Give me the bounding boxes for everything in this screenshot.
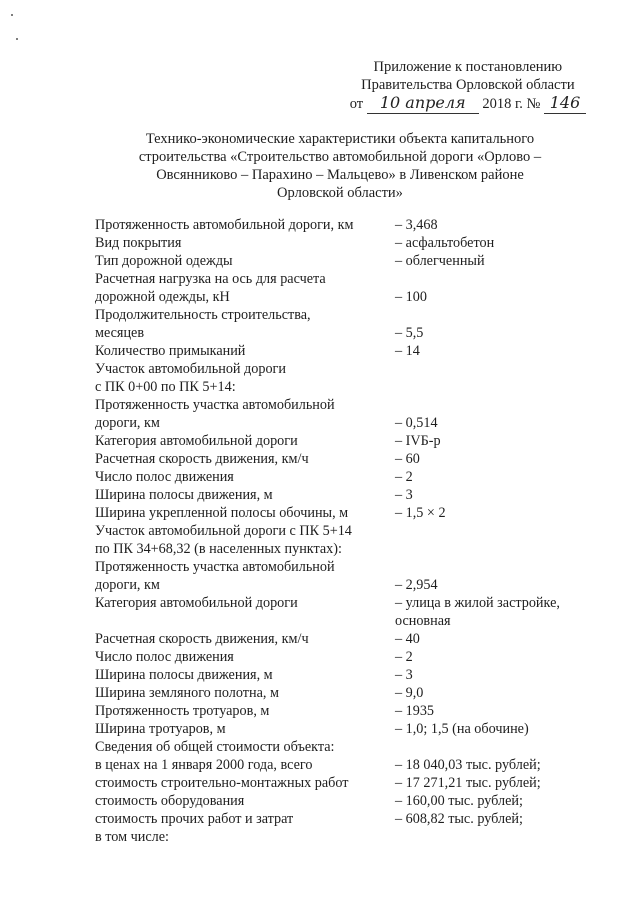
spec-value: – 2,954 [395, 577, 438, 593]
spec-label: Число полос движения [95, 469, 234, 485]
spec-row [95, 360, 605, 378]
spec-label: Ширина тротуаров, м [95, 721, 226, 737]
spec-value: – улица в жилой застройке, [395, 595, 560, 611]
date-prefix: от [349, 96, 364, 112]
spec-value: – 100 [395, 289, 427, 305]
spec-row [95, 702, 605, 720]
spec-row [95, 828, 605, 846]
spec-row [95, 288, 605, 306]
spec-row [95, 720, 605, 738]
header-line-2: Правительства Орловской области [361, 77, 575, 93]
spec-row [95, 216, 605, 234]
spec-value [395, 270, 605, 288]
handwritten-number: 146 [549, 93, 581, 112]
spec-value: – 9,0 [395, 685, 424, 701]
specification-list [95, 216, 605, 846]
spec-row [95, 648, 605, 666]
spec-label: дороги, км [95, 577, 160, 593]
spec-value: – 3 [395, 667, 413, 683]
spec-value: – 3,468 [395, 217, 438, 233]
spec-value: – 5,5 [395, 325, 424, 341]
spec-label: Расчетная скорость движения, км/ч [95, 631, 309, 647]
spec-label: Протяженность участка автомобильной [95, 397, 335, 413]
spec-label: Расчетная нагрузка на ось для расчета [95, 271, 326, 287]
spec-row [95, 468, 605, 486]
spec-value: – 1935 [395, 703, 435, 719]
spec-label: Ширина укрепленной полосы обочины, м [95, 505, 349, 521]
spec-label: стоимость оборудования [95, 793, 245, 809]
spec-value: – 1,5 × 2 [395, 505, 446, 521]
spec-value: – 17 271,21 тыс. рублей; [395, 775, 541, 791]
date-year: 2018 г. № [482, 96, 541, 112]
spec-row [95, 450, 605, 468]
spec-row [95, 612, 605, 630]
header-date-line [350, 94, 586, 114]
spec-label: Вид покрытия [95, 235, 182, 251]
spec-label: стоимость прочих работ и затрат [95, 811, 294, 827]
spec-row [95, 666, 605, 684]
spec-value [395, 558, 605, 576]
document-title [90, 130, 590, 202]
spec-value [395, 828, 605, 846]
spec-label: в том числе: [95, 829, 169, 845]
spec-value: – 2 [395, 469, 413, 485]
title-line-1: Технико-экономические характеристики объекта капитального [145, 131, 535, 147]
spec-label: Количество примыканий [95, 343, 246, 359]
spec-label: Протяженность автомобильной дороги, км [95, 217, 354, 233]
spec-value: – 0,514 [395, 415, 438, 431]
spec-label: Участок автомобильной дороги с ПК 5+14 [95, 523, 352, 539]
spec-label: в ценах на 1 января 2000 года, всего [95, 757, 313, 773]
spec-row [95, 342, 605, 360]
spec-value: – 14 [395, 343, 420, 359]
spec-value: – IVБ-р [395, 433, 441, 449]
spec-label [95, 612, 395, 630]
spec-label: месяцев [95, 325, 145, 341]
spec-label: с ПК 0+00 по ПК 5+14: [95, 379, 236, 395]
spec-row [95, 576, 605, 594]
appendix-header [350, 58, 586, 114]
spec-row [95, 522, 605, 540]
spec-label: Продолжительность строительства, [95, 307, 311, 323]
title-line-2: строительства «Строительство автомобильной дороги «Орлово – [138, 149, 542, 165]
spec-label: Сведения об общей стоимости объекта: [95, 739, 335, 755]
spec-label: Ширина полосы движения, м [95, 667, 273, 683]
handwritten-date: 10 апреля [379, 93, 466, 112]
spec-value: – 18 040,03 тыс. рублей; [395, 757, 541, 773]
spec-label: Протяженность тротуаров, м [95, 703, 270, 719]
number-blank [544, 94, 586, 114]
spec-label: Расчетная скорость движения, км/ч [95, 451, 309, 467]
spec-value: основная [395, 613, 451, 629]
spec-label: Число полос движения [95, 649, 234, 665]
spec-label: Участок автомобильной дороги [95, 361, 286, 377]
spec-row [95, 486, 605, 504]
spec-label: Тип дорожной одежды [95, 253, 233, 269]
spec-value [395, 522, 605, 540]
spec-value: – 40 [395, 631, 420, 647]
spec-label: дороги, км [95, 415, 160, 431]
spec-value: – облегченный [395, 253, 485, 269]
spec-value [395, 306, 605, 324]
spec-value: – 160,00 тыс. рублей; [395, 793, 523, 809]
spec-row [95, 810, 605, 828]
spec-value [395, 378, 605, 396]
spec-value: – 60 [395, 451, 420, 467]
spec-value: – 3 [395, 487, 413, 503]
spec-row [95, 738, 605, 756]
spec-row [95, 432, 605, 450]
spec-value [395, 360, 605, 378]
spec-value [395, 540, 605, 558]
spec-label: стоимость строительно-монтажных работ [95, 775, 349, 791]
spec-row [95, 558, 605, 576]
scan-speck [16, 38, 18, 40]
scan-speck [11, 14, 13, 16]
spec-value [395, 396, 605, 414]
spec-value: – асфальтобетон [395, 235, 495, 251]
spec-label: Ширина полосы движения, м [95, 487, 273, 503]
spec-row [95, 252, 605, 270]
title-line-4: Орловской области» [277, 185, 403, 201]
spec-row [95, 630, 605, 648]
spec-row [95, 234, 605, 252]
spec-value: – 2 [395, 649, 413, 665]
spec-row [95, 756, 605, 774]
spec-label: Категория автомобильной дороги [95, 433, 298, 449]
spec-row [95, 684, 605, 702]
spec-row [95, 774, 605, 792]
spec-value: – 1,0; 1,5 (на обочине) [395, 721, 529, 737]
spec-row [95, 378, 605, 396]
date-blank [367, 94, 479, 114]
spec-label: по ПК 34+68,32 (в населенных пунктах): [95, 541, 342, 557]
spec-row [95, 594, 605, 612]
spec-row [95, 396, 605, 414]
spec-row [95, 414, 605, 432]
spec-value [395, 738, 605, 756]
spec-row [95, 324, 605, 342]
header-line-1: Приложение к постановлению [373, 59, 563, 75]
spec-row [95, 540, 605, 558]
spec-row [95, 270, 605, 288]
spec-label: Категория автомобильной дороги [95, 595, 298, 611]
spec-row [95, 306, 605, 324]
spec-value: – 608,82 тыс. рублей; [395, 811, 523, 827]
spec-row [95, 792, 605, 810]
spec-row [95, 504, 605, 522]
spec-label: Ширина земляного полотна, м [95, 685, 279, 701]
title-line-3: Овсянниково – Парахино – Мальцево» в Ливенском районе [156, 167, 524, 183]
spec-label: дорожной одежды, кН [95, 289, 230, 305]
spec-label: Протяженность участка автомобильной [95, 559, 335, 575]
